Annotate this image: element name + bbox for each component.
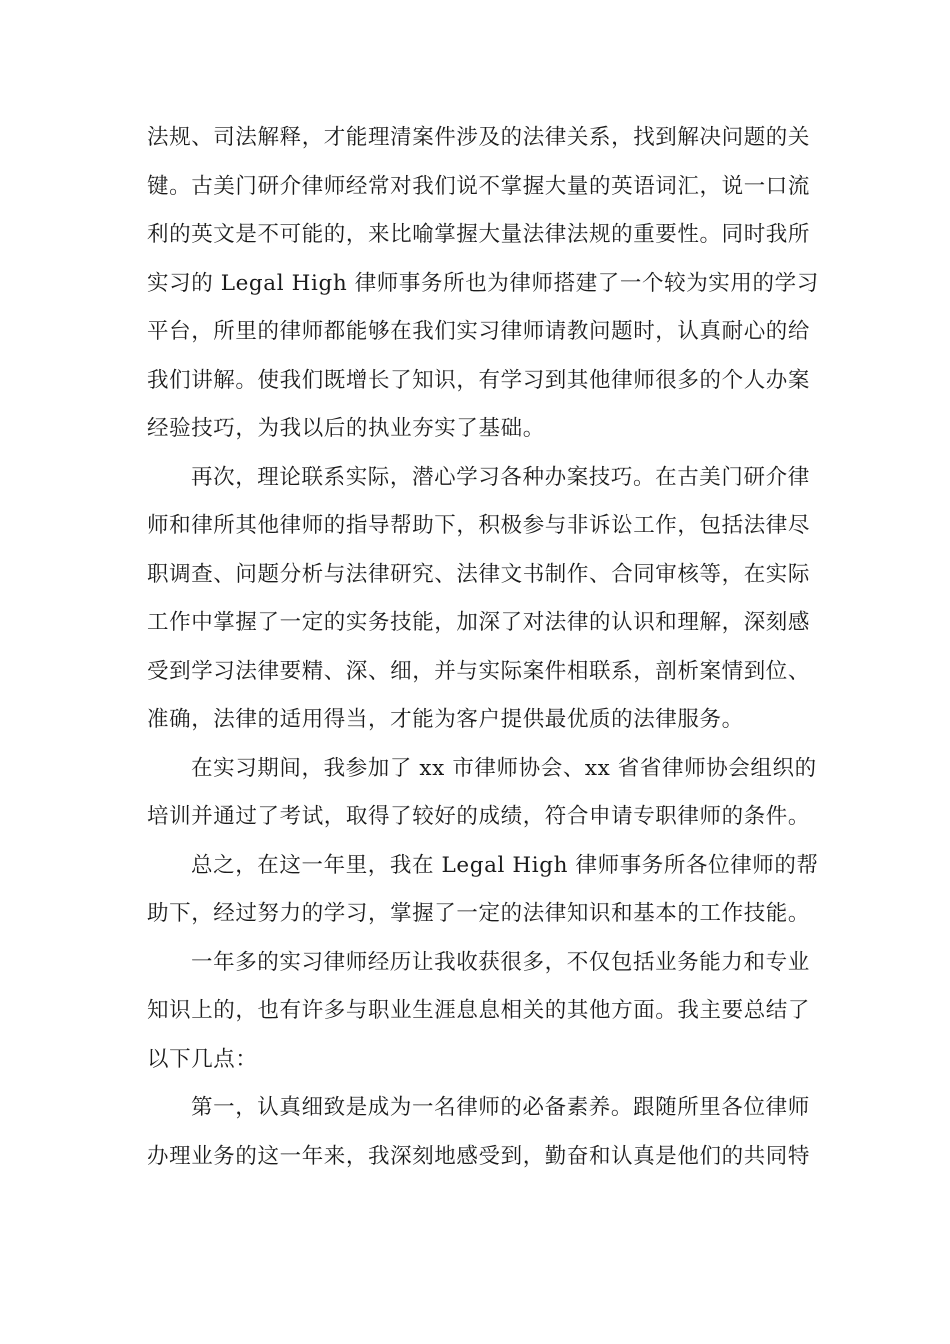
text-line-indented: 第一，认真细致是成为一名律师的必备素养。跟随所里各位律师 — [191, 1095, 810, 1120]
text-line: 工作中掌握了一定的实务技能，加深了对法律的认识和理解，深刻感 — [147, 610, 811, 635]
text-line: 平台，所里的律师都能够在我们实习律师请教问题时，认真耐心的给 — [147, 319, 811, 344]
paragraph-1 — [147, 114, 819, 454]
text-line-indented: 再次，理论联系实际，潜心学习各种办案技巧。在古美门研介律 — [191, 464, 810, 490]
text-line: 受到学习法律要精、深、细，并与实际案件相联系，剖析案情到位、 — [147, 658, 811, 684]
text-line: 师和律所其他律师的指导帮助下，积极参与非诉讼工作，包括法律尽 — [147, 513, 811, 538]
text-line: 经验技巧，为我以后的执业夯实了基础。 — [147, 416, 545, 441]
paragraph-4 — [147, 842, 819, 939]
text-line: 准确，法律的适用得当，才能为客户提供最优质的法律服务。 — [147, 707, 744, 732]
text-line-indented: 一年多的实习律师经历让我收获很多，不仅包括业务能力和专业 — [191, 949, 810, 975]
text-line: 键。古美门研介律师经常对我们说不掌握大量的英语词汇，说一口流 — [147, 173, 811, 199]
text-line: 助下，经过努力的学习，掌握了一定的法律知识和基本的工作技能。 — [147, 901, 811, 926]
text-line-indented: 在实习期间，我参加了 xx 市律师协会、xx 省省律师协会组织的 — [191, 755, 817, 781]
text-line: 实习的 Legal High 律师事务所也为律师搭建了一个较为实用的学习 — [147, 270, 819, 296]
text-line: 法规、司法解释，才能理清案件涉及的法律关系，找到解决问题的关 — [147, 125, 811, 150]
document-body — [147, 114, 819, 1181]
text-line-indented: 总之，在这一年里，我在 Legal High 律师事务所各位律师的帮 — [191, 852, 819, 878]
text-line: 我们讲解。使我们既增长了知识，有学习到其他律师很多的个人办案 — [147, 367, 811, 393]
paragraph-3 — [147, 745, 817, 842]
paragraph-5 — [147, 939, 811, 1085]
text-line: 利的英文是不可能的，来比喻掌握大量法律法规的重要性。同时我所 — [147, 222, 811, 247]
text-line: 知识上的，也有许多与职业生涯息息相关的其他方面。我主要总结了 — [147, 998, 811, 1023]
text-line: 职调查、问题分析与法律研究、法律文书制作、合同审核等，在实际 — [147, 561, 811, 587]
text-line: 培训并通过了考试，取得了较好的成绩，符合申请专职律师的条件。 — [147, 804, 811, 829]
paragraph-2 — [147, 454, 811, 745]
paragraph-6 — [147, 1084, 811, 1181]
text-line: 以下几点： — [147, 1046, 258, 1072]
text-line: 办理业务的这一年来，我深刻地感受到，勤奋和认真是他们的共同特 — [147, 1143, 811, 1169]
